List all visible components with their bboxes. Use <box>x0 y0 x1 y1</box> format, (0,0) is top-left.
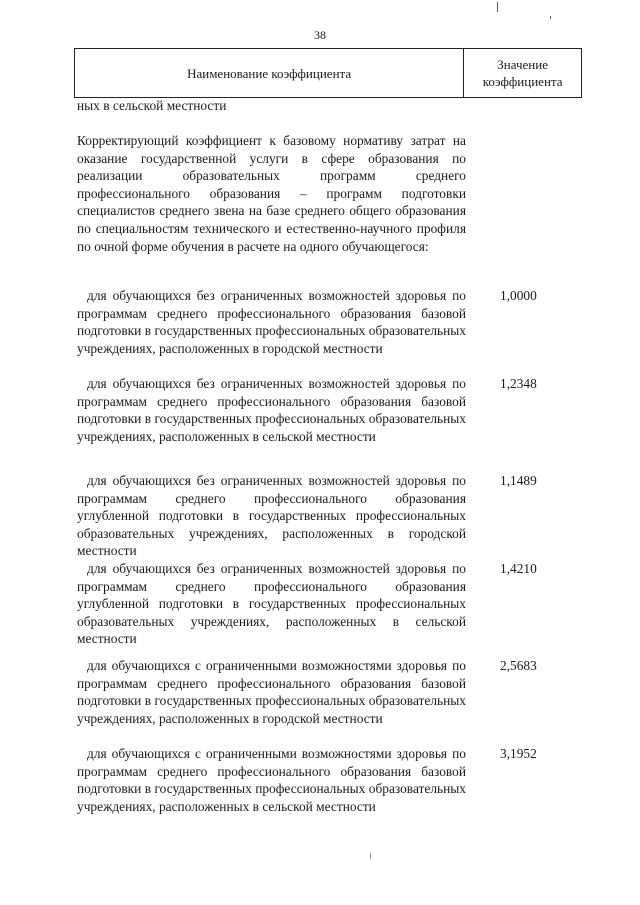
coefficient-row-value: 1,1489 <box>500 473 537 488</box>
scan-mark-top <box>497 2 498 12</box>
column-header-value <box>464 49 582 98</box>
coefficient-row-text: для обучающихся без ограниченных возможностей здоровья по программам среднего профессионального образования базовой подготовки в государственных профессиональных образовательных учреждениях, расположенных в городской местности <box>77 288 466 356</box>
coefficient-row-text: для обучающихся с ограниченными возможностями здоровья по программам среднего профессионального образования базовой подготовки в государственных профессиональных образовательных учреждениях, расположенных в городской местности <box>77 658 466 726</box>
scan-mark-bottom <box>370 853 371 859</box>
coefficient-row-value: 1,4210 <box>500 561 537 576</box>
page-number: 38 <box>314 28 326 42</box>
coefficient-row-value: 2,5683 <box>500 658 537 673</box>
scan-mark-right <box>550 16 551 19</box>
coefficient-row-value: 3,1952 <box>500 746 537 761</box>
coefficient-row-text: для обучающихся без ограниченных возможностей здоровья по программам среднего профессионального образования базовой подготовки в государственных профессиональных образовательных учреждениях, расположенных в сельской местности <box>77 376 466 444</box>
coefficient-row-text: для обучающихся с ограниченными возможностями здоровья по программам среднего профессионального образования базовой подготовки в государственных профессиональных образовательных учреждениях, расположенных в сельской местности <box>77 746 466 814</box>
intro-paragraph: Корректирующий коэффициент к базовому нормативу затрат на оказание государственной услуги в сфере образования по реализации образовательных программ среднего профессионального образования – программ подготовки специалистов среднего звена на базе среднего общего образования по специальностям технического и естественно-научного профиля по очной форме обучения в расчете на одного обучающегося: <box>77 133 466 254</box>
coefficient-row-value: 1,0000 <box>500 288 537 303</box>
coefficient-row-text: для обучающихся без ограниченных возможностей здоровья по программам среднего профессионального образования углубленной подготовки в государственных профессиональных образовательных учреждениях, расположенных в сельской местности <box>77 561 466 647</box>
coefficient-table-header <box>74 48 582 98</box>
continuation-text: ных в сельской местности <box>77 98 227 113</box>
column-header-value-line2: коэффициента <box>482 74 563 89</box>
column-header-value-line1: Значение <box>497 57 548 72</box>
column-header-name: Наименование коэффициента <box>75 49 464 98</box>
coefficient-row-value: 1,2348 <box>500 376 537 391</box>
coefficient-row-text: для обучающихся без ограниченных возможностей здоровья по программам среднего профессионального образования углубленной подготовки в государственных профессиональных образовательных учреждениях, расположенных в городской местности <box>77 473 466 559</box>
